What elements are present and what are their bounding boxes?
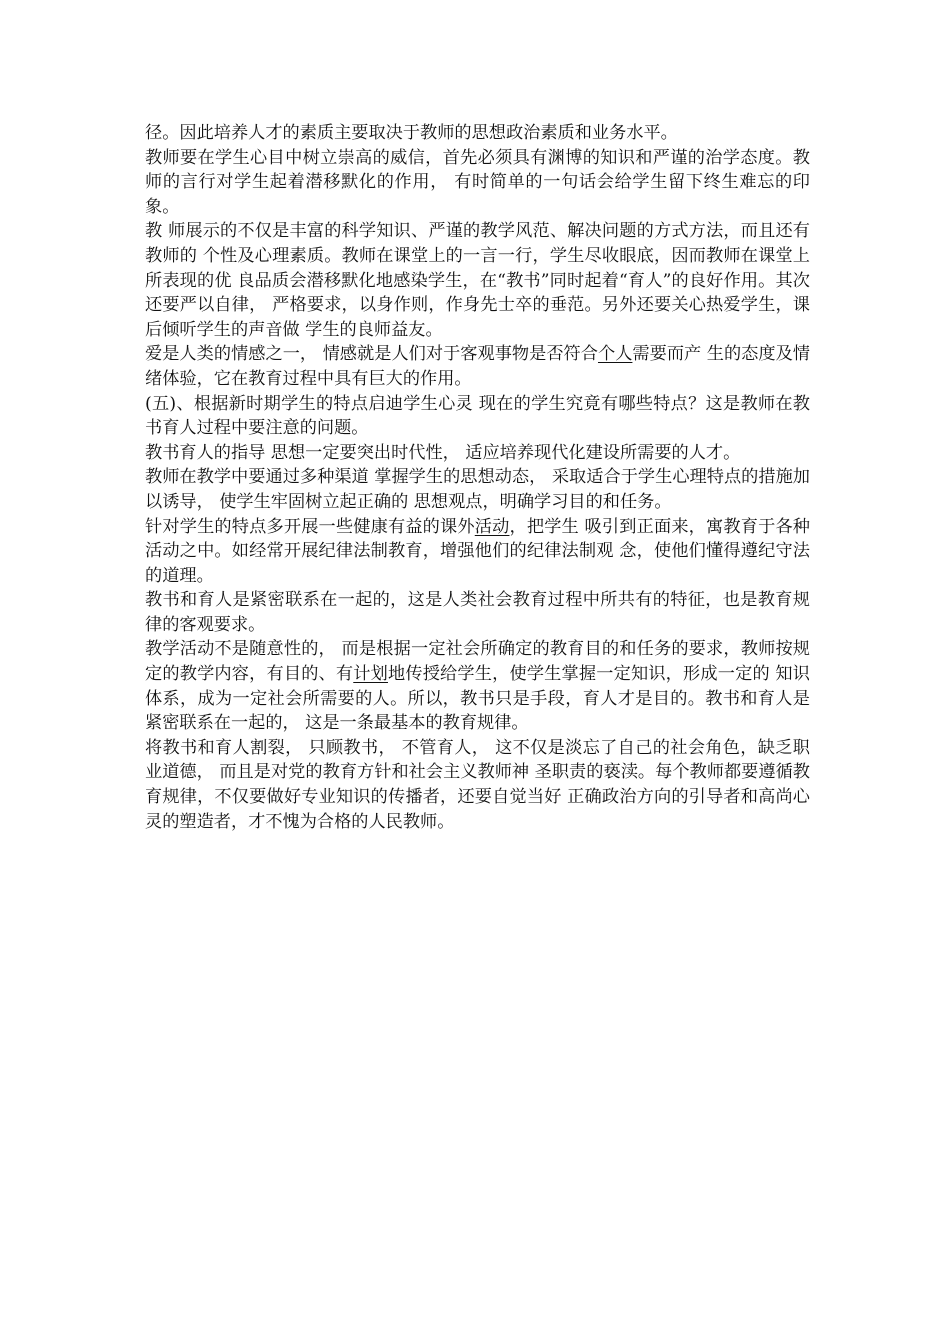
paragraph bbox=[145, 342, 810, 391]
paragraph-text: 教师在教学中要通过多种渠道 掌握学生的思想动态， 采取适合于学生心理特点的措施加以诱导， 使学生牢固树立起正确的 思想观点，明确学习目的和任务。 bbox=[145, 467, 810, 512]
paragraph-text: ，把学生 吸引到正面来，寓教育于各种活动之中。如经常开展纪律法制教育，增强他们的纪律法制观 念，使他们懂得遵纪守法的道理。 bbox=[145, 516, 810, 586]
paragraph-text: (五)、根据新时期学生的特点启迪学生心灵 现在的学生究竟有哪些特点？这是教师在教书育人过程中要注意的问题。 bbox=[145, 393, 810, 439]
paragraph bbox=[145, 465, 810, 514]
inline-link[interactable]: 计划 bbox=[353, 664, 388, 685]
inline-link[interactable]: 活动 bbox=[474, 516, 510, 537]
paragraph bbox=[145, 588, 810, 637]
paragraph-text: 需要而产 生的态度及情绪体验，它在教育过程中具有巨大的作用。 bbox=[145, 344, 810, 389]
paragraph bbox=[145, 637, 810, 735]
paragraph-text: 将教书和育人割裂， 只顾教书， 不管育人， 这不仅是淡忘了自己的社会角色，缺乏职业道德， 而且是对党的教育方针和社会主义教师神 圣职责的亵渎。每个教师都要遵循教育规律，不仅要做好专业知识的传播者，还要自觉当好 正确政治方向的引导者和高尚心灵的塑造者，才不愧为合格的人民教师。 bbox=[145, 737, 810, 832]
document-body bbox=[145, 121, 810, 834]
paragraph bbox=[145, 121, 810, 146]
paragraph-text: 地传授给学生，使学生掌握一定知识，形成一定的 知识体系，成为一定社会所需要的人。所以，教书只是手段，育人才是目的。教书和育人是 紧密联系在一起的， 这是一条最基本的教育规律。 bbox=[145, 664, 810, 734]
paragraph-text: 教书和育人是紧密联系在一起的，这是人类社会教育过程中所共有的特征，也是教育规 律的客观要求。 bbox=[145, 590, 810, 635]
paragraph bbox=[145, 736, 810, 834]
paragraph-text: 教师要在学生心目中树立崇高的威信，首先必须具有渊博的知识和严谨的治学态度。教 师的言行对学生起着潜移默化的作用， 有时简单的一句话会给学生留下终生难忘的印象。 bbox=[145, 147, 810, 217]
paragraph bbox=[145, 515, 810, 589]
paragraph-text: 教学活动不是随意性的， 而是根据一定社会所确定的教育目的和任务的要求，教师按规定的教学内容，有目的、有 bbox=[145, 639, 810, 685]
paragraph-text: 教书育人的指导 思想一定要突出时代性， 适应培养现代化建设所需要的人才。 bbox=[145, 442, 741, 463]
paragraph-text: 爱是人类的情感之一， 情感就是人们对于客观事物是否符合 bbox=[145, 344, 598, 365]
paragraph-text: 径。因此培养人才的素质主要取决于教师的思想政治素质和业务水平。 bbox=[145, 123, 678, 143]
paragraph bbox=[145, 219, 810, 342]
inline-link[interactable]: 个人 bbox=[597, 344, 633, 365]
paragraph bbox=[145, 441, 810, 466]
paragraph bbox=[145, 146, 810, 220]
paragraph-text: 针对学生的特点多开展一些健康有益的课外 bbox=[145, 516, 475, 537]
paragraph-text: 教 师展示的不仅是丰富的科学知识、严谨的教学风范、解决问题的方式方法，而且还有教师的 个性及心理素质。教师在课堂上的一言一行，学生尽收眼底，因而教师在课堂上所表现的优 良品质会潜移默化地感染学生，在“教书”同时起着“育人”的良好作用。其次还要严以自律， 严格要求，以身作则，作身先士卒的垂范。另外还要关心热爱学生，课后倾听学生的声音做 学生的良师益友。 bbox=[145, 221, 810, 340]
paragraph bbox=[145, 392, 810, 441]
